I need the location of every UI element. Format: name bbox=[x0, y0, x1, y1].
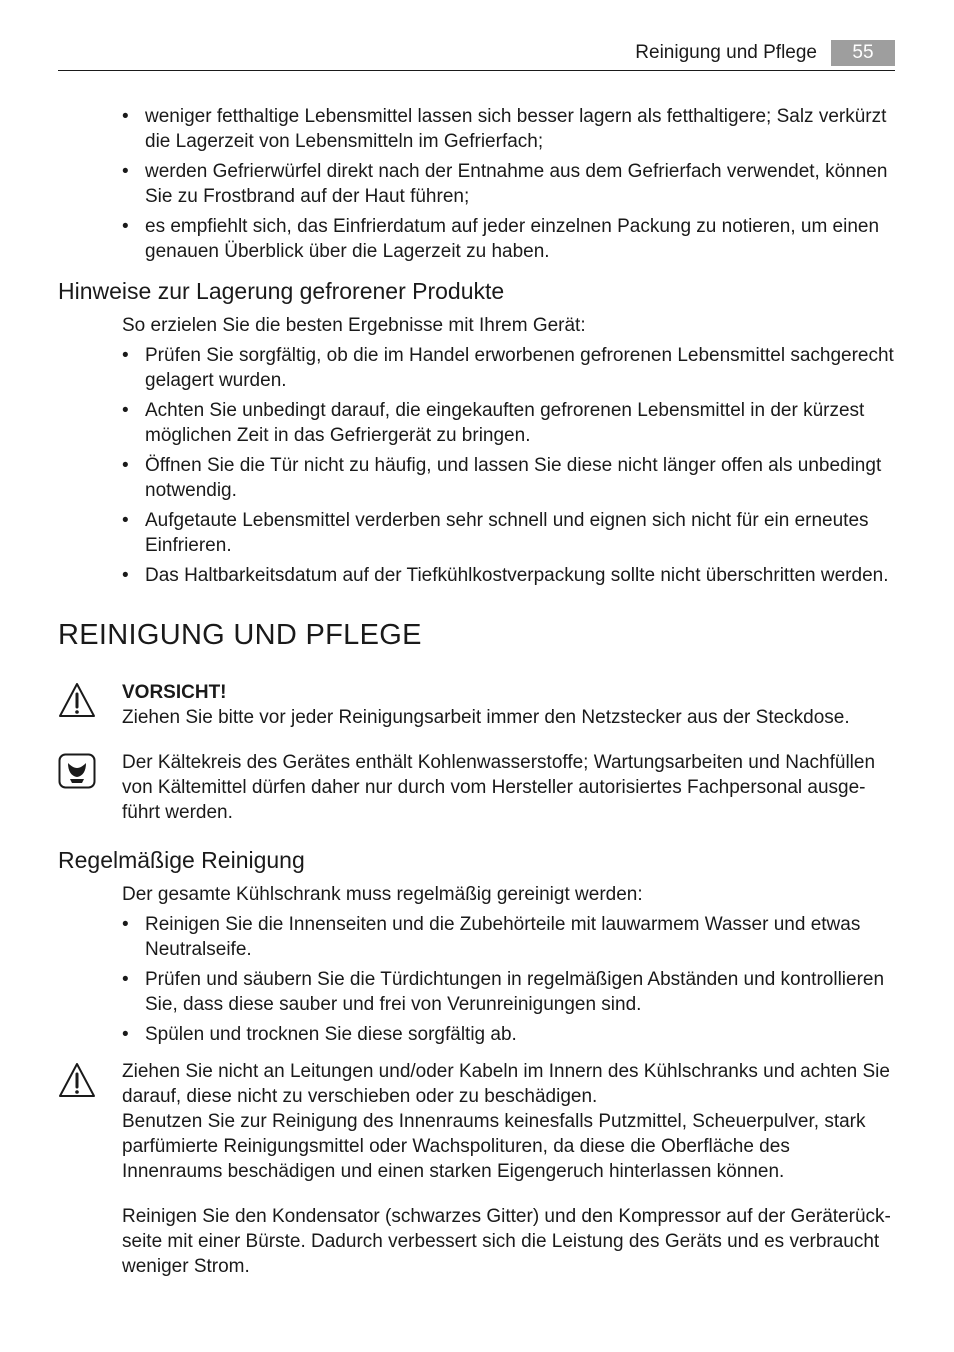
page-number: 55 bbox=[831, 40, 895, 66]
list-item: • Spülen und trocknen Sie diese sorgfältig ab. bbox=[122, 1022, 894, 1047]
list-item: • werden Gefrierwürfel direkt nach der Entnahme aus dem Gefrierfach verwendet, können Sie zu Frostbrand auf der Haut führen; bbox=[122, 159, 894, 209]
list-item: • Reinigen Sie die Innenseiten und die Zubehörteile mit lauwarmem Wasser und etwas Neutralseife. bbox=[122, 912, 894, 962]
list-item: • Achten Sie unbedingt darauf, die eingekauften gefrorenen Lebensmittel in der kürzest möglichen Zeit in das Gefriergerät zu bringen. bbox=[122, 398, 894, 448]
warning-triangle-icon bbox=[58, 682, 96, 718]
regular-bullet-list bbox=[122, 912, 894, 1052]
regular-cleaning-intro: Der gesamte Kühlschrank muss regelmäßig gereinigt werden: bbox=[122, 884, 643, 905]
list-item: • Prüfen Sie sorgfältig, ob die im Handel erworbenen gefrorenen Lebensmittel sachgerecht gelagert wurden. bbox=[122, 343, 894, 393]
environment-text: Der Kältekreis des Gerätes enthält Kohlenwasserstoffe; Wartungsarbeiten und Nachfüllen von Kältemittel dürfen daher nur durch vom Hersteller autorisiertes Fachpersonal ausge-führt werden. bbox=[122, 752, 876, 823]
section-title: REINIGUNG UND PFLEGE bbox=[58, 619, 422, 651]
storage-bullet-list bbox=[122, 343, 894, 593]
list-item: • Prüfen und säubern Sie die Türdichtungen in regelmäßigen Abständen und kontrollieren Sie, dass diese sauber und frei von Verunreinigungen sind. bbox=[122, 967, 894, 1017]
page-header bbox=[58, 38, 895, 71]
list-item: • es empfiehlt sich, das Einfrierdatum auf jeder einzelnen Packung zu notieren, um einen genauen Überblick über die Lagerzeit zu haben. bbox=[122, 214, 894, 264]
storage-heading: Hinweise zur Lagerung gefrorener Produkte bbox=[58, 278, 505, 304]
caution-block bbox=[122, 680, 894, 730]
intro-bullet-list bbox=[122, 104, 894, 269]
list-item: • Öffnen Sie die Tür nicht zu häufig, und lassen Sie diese nicht länger offen als unbedingt notwendig. bbox=[122, 453, 894, 503]
caution-title: VORSICHT! bbox=[122, 682, 227, 703]
warning-text: Benutzen Sie zur Reinigung des Innenraums keinesfalls Putzmittel, Scheuerpulver, stark parfümierte Reinigungsmittel oder Wachspolituren, da diese die Oberfläche des Innenraums beschädigen und einen starken Eigengeruch hinterlassen können. bbox=[122, 1111, 866, 1182]
storage-intro: So erzielen Sie die besten Ergebnisse mit Ihrem Gerät: bbox=[122, 315, 586, 336]
caution-text: Ziehen Sie bitte vor jeder Reinigungsarbeit immer den Netzstecker aus der Steckdose. bbox=[122, 707, 850, 728]
condenser-text: Reinigen Sie den Kondensator (schwarzes Gitter) und den Kompressor auf der Geräterück-seite mit einer Bürste. Dadurch verbessert sich die Leistung des Geräts und es verbraucht weniger Strom. bbox=[122, 1206, 891, 1277]
header-title: Reinigung und Pflege bbox=[635, 42, 817, 63]
environment-icon bbox=[58, 753, 96, 789]
warning-text: Ziehen Sie nicht an Leitungen und/oder Kabeln im Innern des Kühlschranks und achten Sie darauf, diese nicht zu verschieben oder zu beschädigen. bbox=[122, 1061, 890, 1107]
cleaning-warning-block bbox=[122, 1059, 894, 1184]
list-item: • Das Haltbarkeitsdatum auf der Tiefkühlkostverpackung sollte nicht überschritten werden. bbox=[122, 563, 894, 588]
regular-cleaning-heading: Regelmäßige Reinigung bbox=[58, 847, 305, 873]
list-item: • Aufgetaute Lebensmittel verderben sehr schnell und eignen sich nicht für ein erneutes Einfrieren. bbox=[122, 508, 894, 558]
list-item: • weniger fetthaltige Lebensmittel lassen sich besser lagern als fetthaltigere; Salz verkürzt die Lagerzeit von Lebensmitteln im Gefrierfach; bbox=[122, 104, 894, 154]
warning-triangle-icon bbox=[58, 1062, 96, 1098]
